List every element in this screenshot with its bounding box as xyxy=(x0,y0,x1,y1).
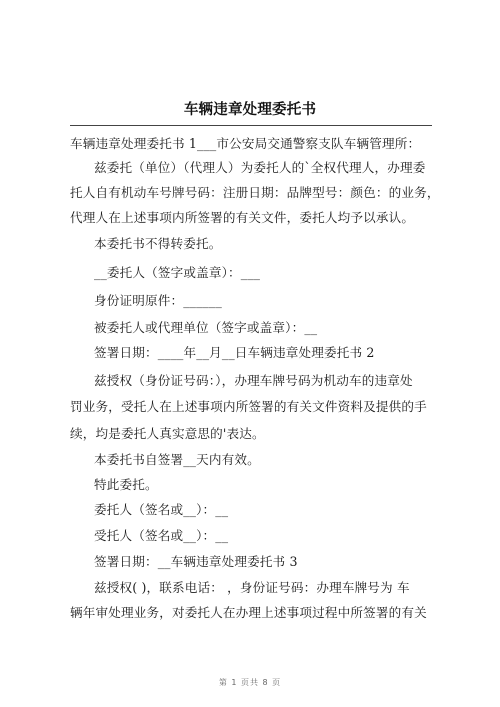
text-line-2: 兹委托（单位）（代理人）为委托人的`全权代理人，办理委 xyxy=(94,160,426,175)
text-line-1: 车辆违章处理委托书 1___市公安局交通警察支队车辆管理所： xyxy=(70,136,421,151)
text-line-11: 罚业务，受托人在上述事项内所签署的有关文件资料及提供的手 xyxy=(70,399,427,414)
title-divider xyxy=(70,125,432,126)
text-line-17: 签署日期：__车辆违章处理委托书 3 xyxy=(94,554,298,569)
text-line-15: 委托人（签名或__）：__ xyxy=(94,502,229,517)
text-line-16: 受托人（签名或__）：__ xyxy=(94,528,229,543)
document-title: 车辆违章处理委托书 xyxy=(183,101,317,118)
text-line-6: __委托人（签字或盖章）：___ xyxy=(94,265,261,280)
text-line-8: 被委托人或代理单位（签字或盖章）：__ xyxy=(94,320,318,335)
text-line-5: 本委托书不得转委托。 xyxy=(94,236,222,251)
text-line-3: 托人自有机动车号牌号码：注册日期：品牌型号：颜色：的业务， xyxy=(70,185,440,200)
text-line-14: 特此委托。 xyxy=(94,477,158,492)
text-line-7: 身份证明原件：______ xyxy=(94,293,222,308)
text-line-13: 本委托书自签署__天内有效。 xyxy=(94,452,260,467)
text-line-10: 兹授权（身份证号码：），办理车牌号码为机动车的违章处 xyxy=(94,373,413,388)
text-line-9: 签署日期：____年__月__日车辆违章处理委托书 2 xyxy=(94,345,375,360)
text-line-19: 辆年审处理业务，对委托人在办理上述事项过程中所签署的有关 xyxy=(70,605,427,620)
page-number-footer: 第 1 页共 8 页 xyxy=(218,678,282,687)
text-line-12: 续，均是委托人真实意思的'表达。 xyxy=(70,426,265,441)
text-line-18: 兹授权( )，联系电话： ，身份证号码：办理车牌号为 车 xyxy=(94,580,410,595)
text-line-4: 代理人在上述事项内所签署的有关文件，委托人均予以承认。 xyxy=(70,210,415,225)
